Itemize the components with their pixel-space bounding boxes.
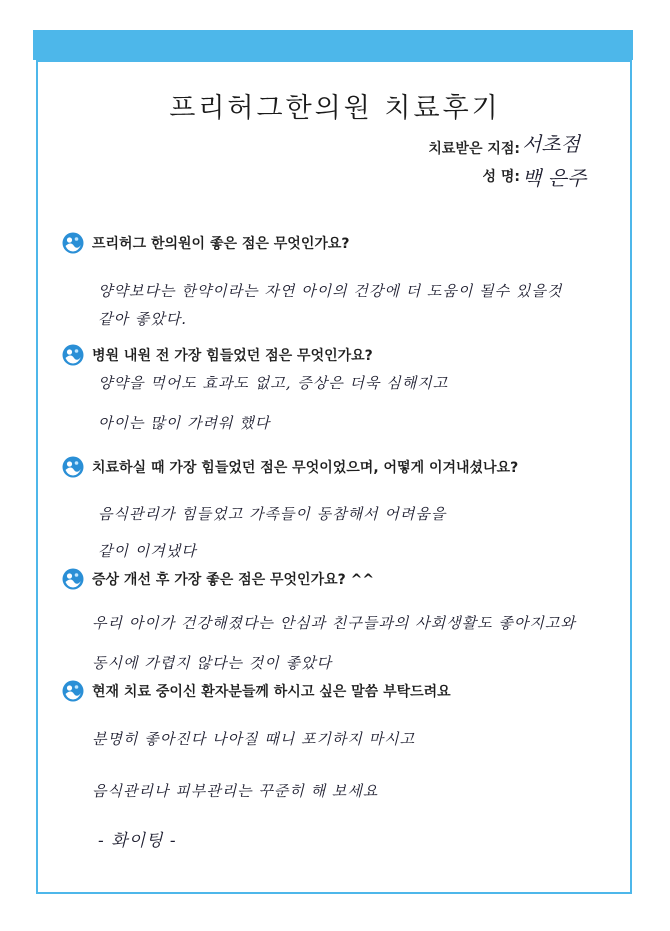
answer-5-line-1: 분명히 좋아진다 나아질 때니 포기하지 마시고 xyxy=(92,730,416,748)
question-2 xyxy=(62,344,373,366)
name-row xyxy=(380,166,520,190)
question-3-text: 치료하실 때 가장 힘들었던 점은 무엇이었으며, 어떻게 이겨내셨나요? xyxy=(92,460,519,476)
question-5 xyxy=(62,680,451,702)
branch-value: 서초점 xyxy=(522,132,580,156)
bullet-logo-icon xyxy=(62,680,84,702)
question-2-text: 병원 내원 전 가장 힘들었던 점은 무엇인가요? xyxy=(92,348,373,364)
answer-1-line-1: 양약보다는 한약이라는 자연 아이의 건강에 더 도움이 될수 있을것 xyxy=(98,282,563,300)
header-bar xyxy=(33,30,633,60)
answer-2-line-1: 양약을 먹어도 효과도 없고, 증상은 더욱 심해지고 xyxy=(98,374,449,392)
branch-row xyxy=(380,136,520,160)
answer-3-line-1: 음식관리가 힘들었고 가족들이 동참해서 어려움을 xyxy=(98,505,447,523)
answer-1-line-2: 같아 좋았다. xyxy=(98,310,187,328)
question-1 xyxy=(62,232,350,254)
name-value: 백 은주 xyxy=(522,166,587,190)
branch-label: 치료받은 지점: xyxy=(428,141,520,157)
answer-5-line-2: 음식관리나 피부관리는 꾸준히 해 보세요 xyxy=(92,782,379,800)
name-label: 성 명: xyxy=(482,169,520,185)
question-5-text: 현재 치료 중이신 환자분들께 하시고 싶은 말씀 부탁드려요 xyxy=(92,684,451,700)
page-title: 프리허그한의원 치료후기 xyxy=(169,93,501,124)
answer-2-line-2: 아이는 많이 가려워 했다 xyxy=(98,414,271,432)
question-4-text: 증상 개선 후 가장 좋은 점은 무엇인가요? ^^ xyxy=(92,572,375,588)
question-4 xyxy=(62,568,374,590)
answer-3-line-2: 같이 이겨냈다 xyxy=(98,542,197,560)
bullet-logo-icon xyxy=(62,232,84,254)
bullet-logo-icon xyxy=(62,568,84,590)
question-3 xyxy=(62,456,518,478)
answer-5-line-3: - 화이팅 - xyxy=(98,831,177,851)
bullet-logo-icon xyxy=(62,344,84,366)
question-1-text: 프리허그 한의원이 좋은 점은 무엇인가요? xyxy=(92,236,350,252)
answer-4-line-1: 우리 아이가 건강해졌다는 안심과 친구들과의 사회생활도 좋아지고와 xyxy=(92,614,576,632)
answer-4-line-2: 동시에 가렵지 않다는 것이 좋았다 xyxy=(92,654,332,672)
bullet-logo-icon xyxy=(62,456,84,478)
